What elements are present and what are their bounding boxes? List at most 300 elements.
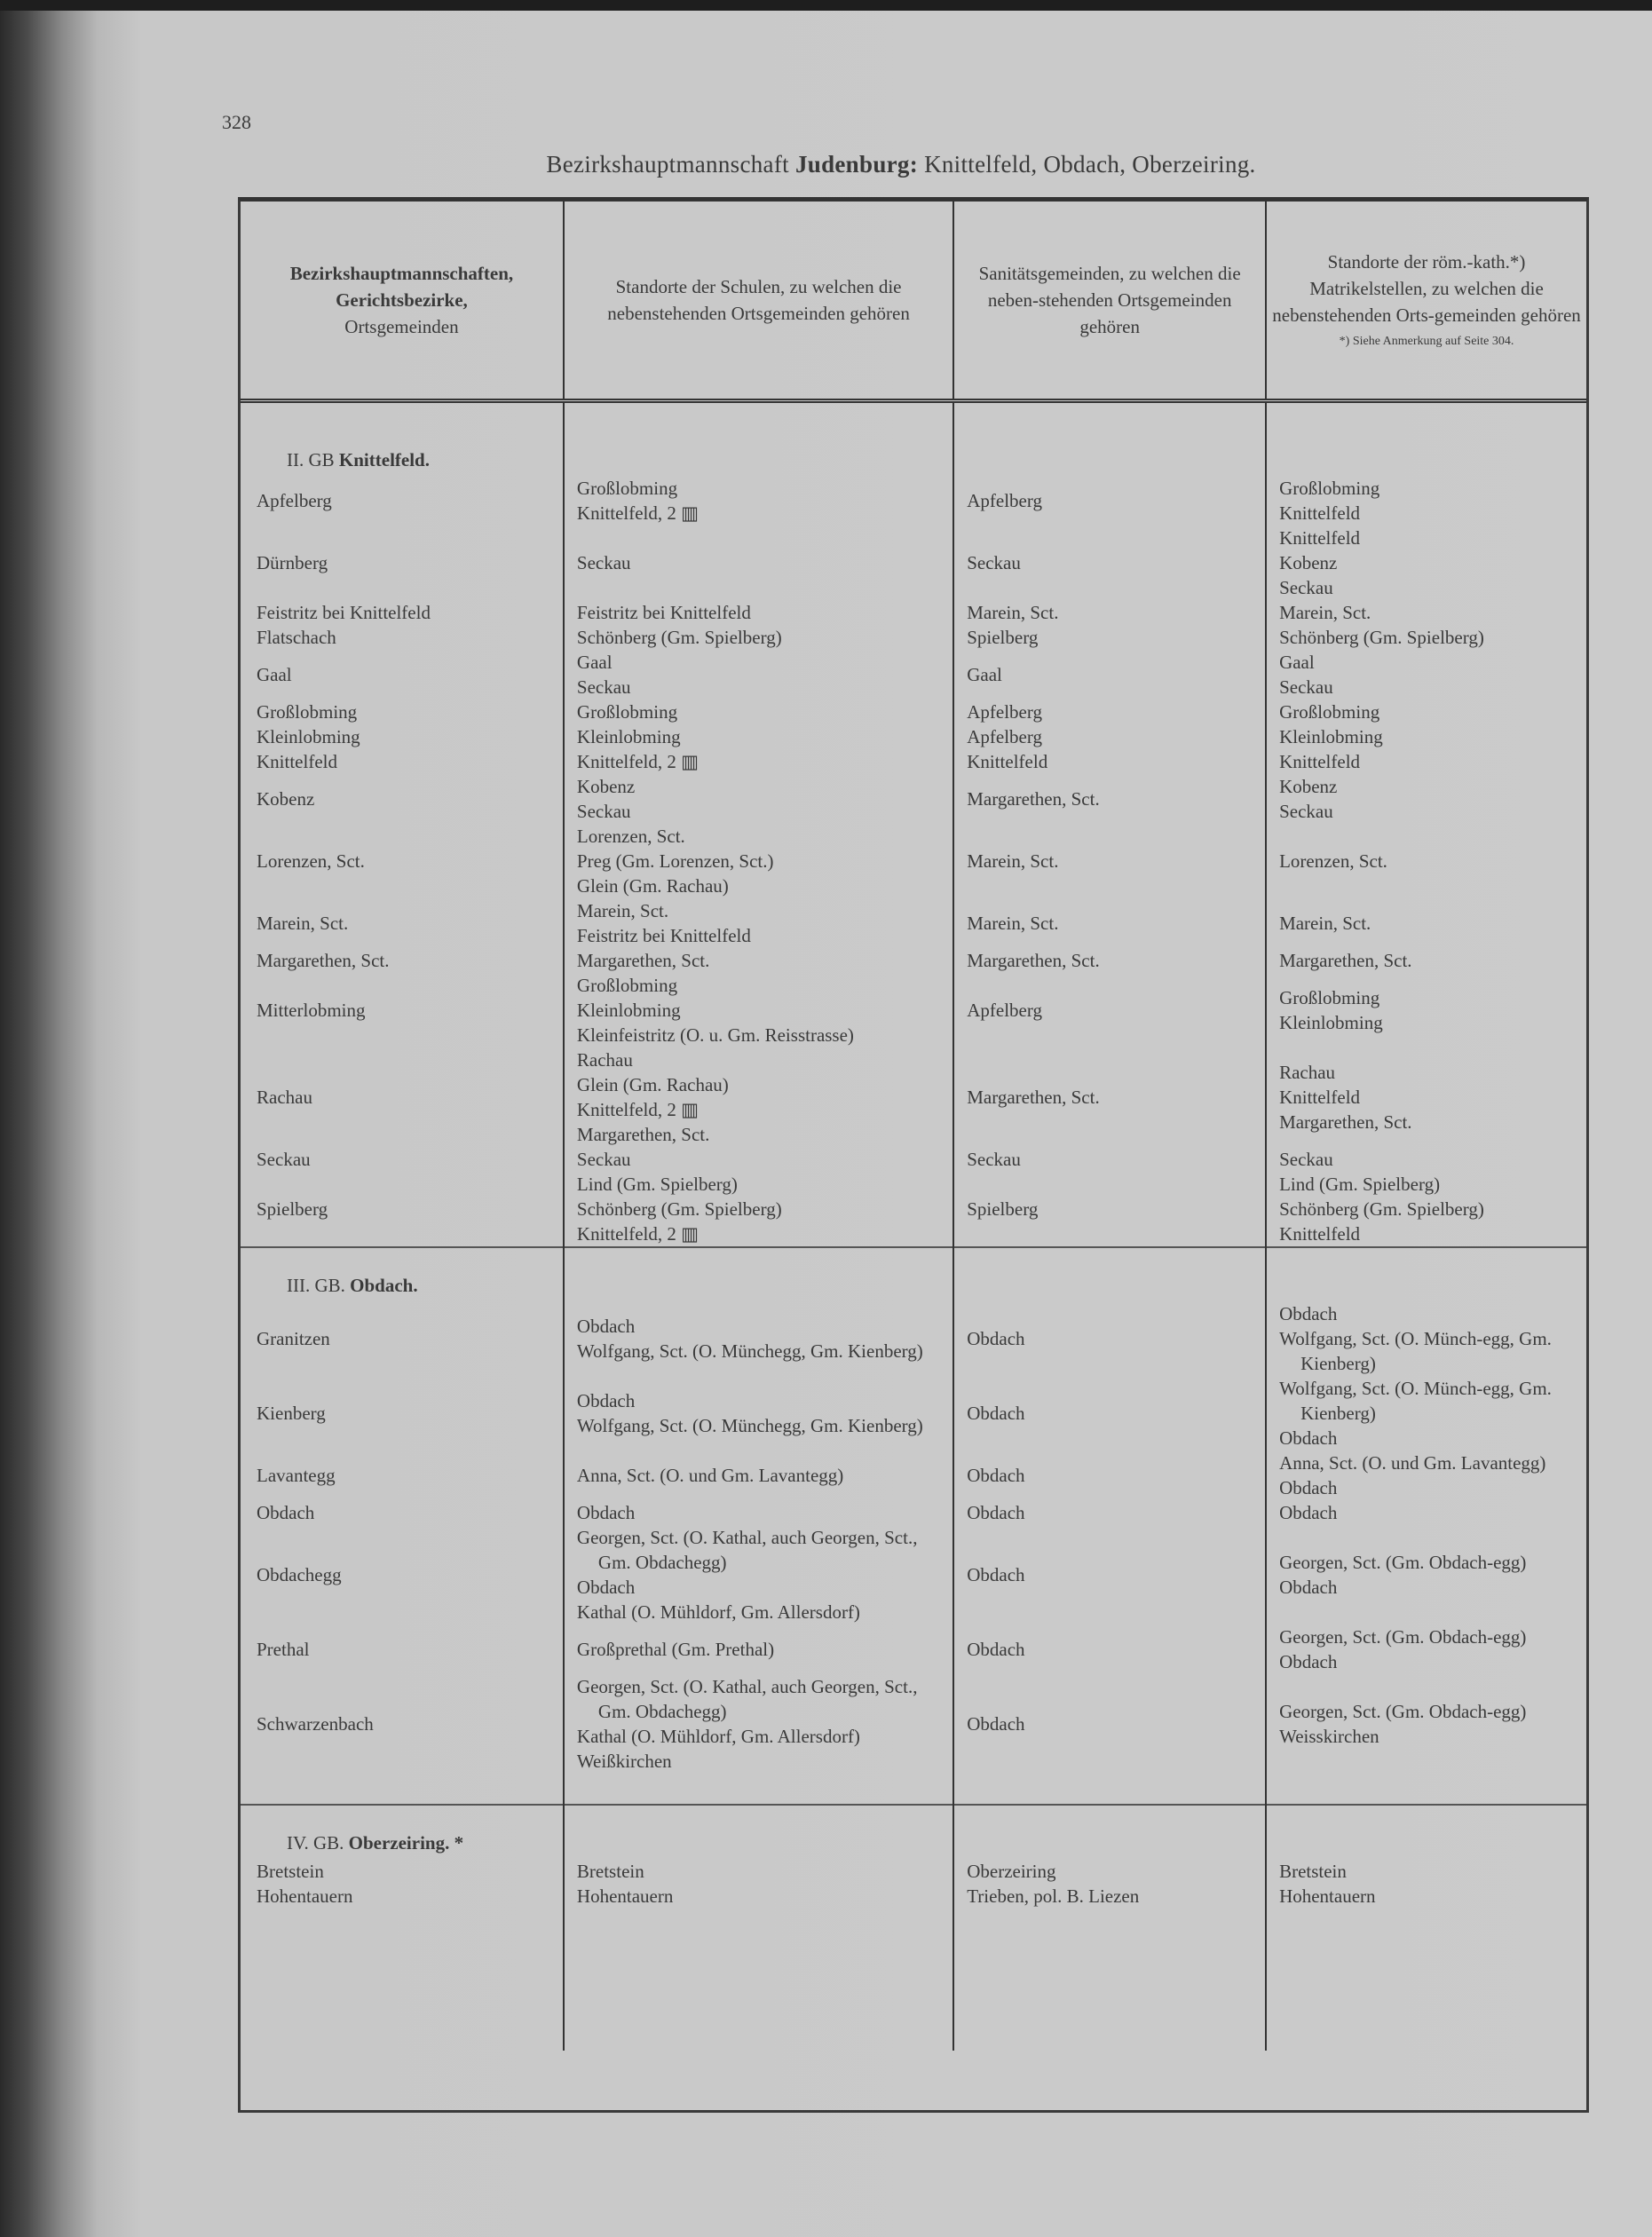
section-heading-name: Oberzeiring. * — [348, 1832, 464, 1854]
sanitary-district: Apfelberg — [967, 1000, 1042, 1021]
ortsgemeinde-name: Knittelfeld — [257, 751, 337, 772]
ortsgemeinde-cell — [241, 1172, 564, 1247]
table-row — [241, 973, 1586, 1047]
section-heading-prefix: III. GB. — [287, 1275, 345, 1296]
parish-register: Marein, Sct. — [1279, 602, 1371, 623]
ortsgemeinde-cell — [241, 898, 564, 948]
ortsgemeinde-cell — [241, 1450, 564, 1500]
table-filler — [241, 1909, 1586, 2051]
ortsgemeinde-cell — [241, 724, 564, 749]
school-location: Seckau — [576, 1149, 631, 1170]
school-location: Kathal (O. Mühldorf, Gm. Allersdorf) — [576, 1726, 860, 1747]
ortsgemeinde-cell — [241, 1525, 564, 1624]
school-location-cell — [564, 973, 953, 1047]
school-location-cell — [564, 1884, 953, 1909]
parish-register: Obdach — [1279, 1577, 1338, 1598]
school-location: Großlobming — [576, 478, 678, 499]
school-location-cell — [564, 898, 953, 948]
ortsgemeinde-name: Lavantegg — [257, 1465, 336, 1486]
ortsgemeinde-cell — [241, 700, 564, 724]
parish-register: Georgen, Sct. (Gm. Obdach-egg) — [1279, 1626, 1527, 1648]
parish-register: Kleinlobming — [1279, 726, 1383, 747]
title-prefix: Bezirkshauptmannschaft — [546, 151, 789, 178]
parish-register: Schönberg (Gm. Spielberg) — [1279, 627, 1484, 648]
empty-cell — [953, 1247, 1266, 1301]
sanitary-district-cell — [953, 1674, 1266, 1774]
parish-register: Weisskirchen — [1279, 1726, 1379, 1747]
parish-register: Knittelfeld — [1279, 1223, 1361, 1245]
school-location-cell — [564, 1624, 953, 1674]
school-location: Feistritz bei Knittelfeld — [576, 925, 751, 946]
empty-cell — [564, 1805, 953, 1859]
parish-register: Obdach — [1279, 1303, 1338, 1324]
ortsgemeinde-name: Spielberg — [257, 1198, 328, 1220]
sanitary-district: Obdach — [967, 1328, 1025, 1349]
ortsgemeinde-name: Kienberg — [257, 1403, 326, 1424]
header-col4-footnote: *) Siehe Anmerkung auf Seite 304. — [1339, 335, 1514, 348]
table-row — [241, 526, 1586, 600]
sanitary-district-cell — [953, 1859, 1266, 1884]
sanitary-district: Apfelberg — [967, 701, 1042, 723]
parish-register-cell — [1266, 724, 1586, 749]
sanitary-district: Obdach — [967, 1639, 1025, 1660]
table-row — [241, 1859, 1586, 1884]
parish-register-cell — [1266, 774, 1586, 824]
ortsgemeinde-cell — [241, 948, 564, 973]
school-location-cell — [564, 625, 953, 650]
sanitary-district: Apfelberg — [967, 726, 1042, 747]
parish-register: Großlobming — [1279, 478, 1380, 499]
ortsgemeinde-cell — [241, 600, 564, 625]
empty-cell — [564, 1247, 953, 1301]
table-row — [241, 774, 1586, 824]
empty-cell — [1266, 1909, 1586, 2051]
ortsgemeinde-name: Seckau — [257, 1149, 311, 1170]
ortsgemeinde-name: Lorenzen, Sct. — [257, 850, 365, 872]
empty-cell — [1266, 1247, 1586, 1301]
ortsgemeinde-cell — [241, 1301, 564, 1376]
school-location: Obdach — [576, 1502, 636, 1523]
sanitary-district: Trieben, pol. B. Liezen — [967, 1885, 1140, 1907]
school-location: Anna, Sct. (O. und Gm. Lavantegg) — [576, 1465, 844, 1486]
school-location: Kleinlobming — [576, 1000, 681, 1021]
sanitary-district: Oberzeiring — [967, 1861, 1056, 1882]
parish-register: Knittelfeld — [1279, 527, 1361, 549]
table-row — [241, 700, 1586, 724]
sanitary-district-cell — [953, 1884, 1266, 1909]
ortsgemeinde-name: Dürnberg — [257, 552, 328, 573]
parish-register-cell — [1266, 948, 1586, 973]
sanitary-district: Obdach — [967, 1713, 1025, 1735]
parish-register-cell — [1266, 1376, 1586, 1450]
parish-register: Gaal — [1279, 652, 1315, 673]
header-matrikelstellen — [1266, 202, 1586, 401]
school-location: Knittelfeld, 2 ▥ — [576, 1223, 699, 1245]
school-location: Knittelfeld, 2 ▥ — [576, 1099, 699, 1120]
parish-register: Obdach — [1279, 1502, 1338, 1523]
header-sanitaetsgemeinden: Sanitätsgemeinden, zu welchen die neben-stehenden Ortsgemeinden gehören — [953, 202, 1266, 401]
header-col1-line3: Ortsgemeinden — [344, 316, 459, 337]
sanitary-district: Knittelfeld — [967, 751, 1048, 772]
sanitary-district: Obdach — [967, 1465, 1025, 1486]
empty-cell — [564, 1909, 953, 2051]
parish-register-cell — [1266, 1525, 1586, 1624]
parish-register-cell — [1266, 973, 1586, 1047]
ortsgemeinde-cell — [241, 774, 564, 824]
sanitary-district: Gaal — [967, 664, 1002, 685]
parish-register: Anna, Sct. (O. und Gm. Lavantegg) — [1279, 1452, 1546, 1474]
school-location: Marein, Sct. — [576, 900, 669, 921]
parish-register: Seckau — [1279, 1149, 1333, 1170]
sanitary-district: Obdach — [967, 1403, 1025, 1424]
sanitary-district: Marein, Sct. — [967, 602, 1059, 623]
parish-register: Kobenz — [1279, 552, 1338, 573]
school-location-cell — [564, 600, 953, 625]
table-body — [241, 401, 1586, 2051]
ortsgemeinde-cell — [241, 1047, 564, 1147]
ortsgemeinde-name: Flatschach — [257, 627, 336, 648]
page-title — [222, 151, 1580, 178]
table-row — [241, 1376, 1586, 1450]
school-location: Wolfgang, Sct. (O. Münchegg, Gm. Kienberg) — [576, 1415, 923, 1436]
ortsgemeinde-cell — [241, 1376, 564, 1450]
ortsgemeinde-name: Gaal — [257, 664, 292, 685]
school-location: Knittelfeld, 2 ▥ — [576, 751, 699, 772]
parish-register: Obdach — [1279, 1427, 1338, 1449]
school-location: Kleinlobming — [576, 726, 681, 747]
parish-register: Georgen, Sct. (Gm. Obdach-egg) — [1279, 1552, 1527, 1573]
sanitary-district: Marein, Sct. — [967, 913, 1059, 934]
school-location-cell — [564, 1301, 953, 1376]
empty-cell — [953, 1909, 1266, 2051]
parish-register-cell — [1266, 1500, 1586, 1525]
table-row — [241, 1674, 1586, 1774]
ortsgemeinde-cell — [241, 476, 564, 526]
parish-register: Knittelfeld — [1279, 502, 1361, 524]
parish-register-cell — [1266, 1624, 1586, 1674]
header-ortsgemeinden — [241, 202, 564, 401]
ortsgemeinde-name: Marein, Sct. — [257, 913, 349, 934]
school-location-cell — [564, 650, 953, 700]
school-location: Lorenzen, Sct. — [576, 826, 685, 847]
sanitary-district-cell — [953, 476, 1266, 526]
sanitary-district-cell — [953, 774, 1266, 824]
section-gap — [241, 1774, 1586, 1805]
sanitary-district: Spielberg — [967, 1198, 1039, 1220]
school-location-cell — [564, 1147, 953, 1172]
sanitary-district-cell — [953, 973, 1266, 1047]
parish-register-cell — [1266, 1047, 1586, 1147]
sanitary-district: Obdach — [967, 1502, 1025, 1523]
title-bold: Judenburg: — [794, 151, 919, 178]
table-row — [241, 898, 1586, 948]
parish-register-cell — [1266, 1884, 1586, 1909]
sanitary-district-cell — [953, 1301, 1266, 1376]
ortsgemeinde-cell — [241, 1500, 564, 1525]
school-location: Kleinfeistritz (O. u. Gm. Reisstrasse) — [576, 1024, 854, 1046]
school-location: Glein (Gm. Rachau) — [576, 875, 729, 897]
sanitary-district: Margarethen, Sct. — [967, 788, 1100, 810]
section-heading — [241, 401, 564, 477]
school-location: Seckau — [576, 801, 631, 822]
table-row — [241, 1500, 1586, 1525]
scan-edge — [0, 0, 1652, 11]
school-location: Georgen, Sct. (O. Kathal, auch Georgen, Sct., Gm. Obdachegg) — [576, 1527, 918, 1573]
sanitary-district-cell — [953, 1172, 1266, 1247]
sanitary-district-cell — [953, 824, 1266, 898]
school-location: Knittelfeld, 2 ▥ — [576, 502, 699, 524]
table-row — [241, 1884, 1586, 1909]
school-location: Margarethen, Sct. — [576, 950, 710, 971]
ortsgemeinde-name: Kleinlobming — [257, 726, 360, 747]
parish-register-cell — [1266, 749, 1586, 774]
sanitary-district-cell — [953, 898, 1266, 948]
section-heading-row — [241, 1247, 1586, 1301]
school-location: Bretstein — [576, 1861, 644, 1882]
parish-register-cell — [1266, 1147, 1586, 1172]
school-location: Weißkirchen — [576, 1751, 672, 1772]
table-row — [241, 1047, 1586, 1147]
empty-cell — [241, 1909, 564, 2051]
school-location-cell — [564, 1376, 953, 1450]
parish-register: Kleinlobming — [1279, 1012, 1383, 1033]
school-location-cell — [564, 1450, 953, 1500]
sanitary-district-cell — [953, 1376, 1266, 1450]
parish-register: Rachau — [1279, 1062, 1336, 1083]
ortsgemeinde-name: Hohentauern — [257, 1885, 353, 1907]
school-location: Seckau — [576, 676, 631, 698]
table-row — [241, 1147, 1586, 1172]
empty-cell — [953, 1805, 1266, 1859]
school-location-cell — [564, 526, 953, 600]
header-col1-line2: Gerichtsbezirke, — [336, 289, 468, 311]
parish-register: Wolfgang, Sct. (O. Münch-egg, Gm. Kienberg) — [1279, 1328, 1552, 1374]
school-location-cell — [564, 1525, 953, 1624]
empty-cell — [1266, 401, 1586, 477]
ortsgemeinde-cell — [241, 1674, 564, 1774]
empty-cell — [953, 1774, 1266, 1805]
sanitary-district-cell — [953, 724, 1266, 749]
table-row — [241, 1172, 1586, 1247]
sanitary-district: Seckau — [967, 1149, 1021, 1170]
table-row — [241, 724, 1586, 749]
empty-cell — [1266, 1774, 1586, 1805]
parish-register-cell — [1266, 824, 1586, 898]
table-row — [241, 1301, 1586, 1376]
school-location: Großlobming — [576, 975, 678, 996]
parish-register: Margarethen, Sct. — [1279, 1111, 1412, 1133]
ortsgemeinde-name: Rachau — [257, 1087, 312, 1108]
parish-register: Seckau — [1279, 577, 1333, 598]
table-row — [241, 1525, 1586, 1624]
table-row — [241, 600, 1586, 625]
school-location: Obdach — [576, 1316, 636, 1337]
ortsgemeinde-cell — [241, 824, 564, 898]
empty-cell — [1266, 1805, 1586, 1859]
sanitary-district: Marein, Sct. — [967, 850, 1059, 872]
school-location: Großprethal (Gm. Prethal) — [576, 1639, 775, 1660]
parish-register: Lind (Gm. Spielberg) — [1279, 1174, 1441, 1195]
sanitary-district: Obdach — [967, 1564, 1025, 1585]
ortsgemeinde-cell — [241, 1624, 564, 1674]
school-location: Margarethen, Sct. — [576, 1124, 710, 1145]
parish-register: Georgen, Sct. (Gm. Obdach-egg) — [1279, 1701, 1527, 1722]
school-location: Feistritz bei Knittelfeld — [576, 602, 751, 623]
school-location-cell — [564, 824, 953, 898]
school-location: Schönberg (Gm. Spielberg) — [576, 1198, 782, 1220]
parish-register: Großlobming — [1279, 987, 1380, 1008]
sanitary-district-cell — [953, 1624, 1266, 1674]
table-row — [241, 1624, 1586, 1674]
school-location-cell — [564, 774, 953, 824]
ortsgemeinde-name: Schwarzenbach — [257, 1713, 374, 1735]
parish-register-cell — [1266, 700, 1586, 724]
empty-cell — [564, 1774, 953, 1805]
parish-register-cell — [1266, 625, 1586, 650]
school-location: Großlobming — [576, 701, 678, 723]
parish-register: Knittelfeld — [1279, 751, 1361, 772]
ortsgemeinde-cell — [241, 973, 564, 1047]
parish-register: Seckau — [1279, 801, 1333, 822]
section-heading — [241, 1805, 564, 1859]
sanitary-district-cell — [953, 1147, 1266, 1172]
sanitary-district-cell — [953, 1525, 1266, 1624]
sanitary-district: Spielberg — [967, 627, 1039, 648]
ortsgemeinde-cell — [241, 1884, 564, 1909]
section-heading-prefix: II. GB — [287, 449, 335, 470]
parish-register: Margarethen, Sct. — [1279, 950, 1412, 971]
parish-register-cell — [1266, 526, 1586, 600]
school-location: Lind (Gm. Spielberg) — [576, 1174, 738, 1195]
sanitary-district-cell — [953, 749, 1266, 774]
parish-register-cell — [1266, 650, 1586, 700]
school-location-cell — [564, 700, 953, 724]
table-row — [241, 824, 1586, 898]
school-location: Wolfgang, Sct. (O. Münchegg, Gm. Kienberg) — [576, 1340, 923, 1362]
empty-cell — [241, 1774, 564, 1805]
sanitary-district-cell — [953, 1500, 1266, 1525]
school-location-cell — [564, 1859, 953, 1884]
ortsgemeinde-cell — [241, 1859, 564, 1884]
parish-register: Lorenzen, Sct. — [1279, 850, 1387, 872]
table-row — [241, 625, 1586, 650]
school-location-cell — [564, 1500, 953, 1525]
sanitary-district-cell — [953, 1047, 1266, 1147]
register-table — [238, 197, 1589, 2113]
parish-register: Wolfgang, Sct. (O. Münch-egg, Gm. Kienberg) — [1279, 1378, 1552, 1424]
school-location: Hohentauern — [576, 1885, 674, 1907]
school-location: Obdach — [576, 1577, 636, 1598]
sanitary-district-cell — [953, 650, 1266, 700]
ortsgemeinde-name: Bretstein — [257, 1861, 324, 1882]
parish-register: Seckau — [1279, 676, 1333, 698]
sanitary-district: Seckau — [967, 552, 1021, 573]
parish-register-cell — [1266, 1172, 1586, 1247]
parish-register: Kobenz — [1279, 776, 1338, 797]
ortsgemeinde-name: Margarethen, Sct. — [257, 950, 390, 971]
sanitary-district-cell — [953, 1450, 1266, 1500]
school-location-cell — [564, 1172, 953, 1247]
parish-register-cell — [1266, 898, 1586, 948]
parish-register-cell — [1266, 1450, 1586, 1500]
table-row — [241, 948, 1586, 973]
parish-register-cell — [1266, 1301, 1586, 1376]
header-col1-line1: Bezirkshauptmannschaften, — [289, 263, 514, 284]
section-heading-row — [241, 401, 1586, 477]
ortsgemeinde-name: Obdachegg — [257, 1564, 342, 1585]
empty-cell — [564, 401, 953, 477]
ortsgemeinde-name: Feistritz bei Knittelfeld — [257, 602, 431, 623]
parish-register: Marein, Sct. — [1279, 913, 1371, 934]
table-row — [241, 650, 1586, 700]
school-location: Schönberg (Gm. Spielberg) — [576, 627, 782, 648]
school-location-cell — [564, 948, 953, 973]
parish-register: Obdach — [1279, 1477, 1338, 1498]
sanitary-district-cell — [953, 600, 1266, 625]
ortsgemeinde-name: Prethal — [257, 1639, 310, 1660]
ortsgemeinde-cell — [241, 625, 564, 650]
table-row — [241, 1450, 1586, 1500]
sanitary-district-cell — [953, 700, 1266, 724]
ortsgemeinde-name: Granitzen — [257, 1328, 330, 1349]
ortsgemeinde-name: Mitterlobming — [257, 1000, 366, 1021]
parish-register: Bretstein — [1279, 1861, 1347, 1882]
parish-register-cell — [1266, 600, 1586, 625]
table-row — [241, 749, 1586, 774]
parish-register: Großlobming — [1279, 701, 1380, 723]
sanitary-district-cell — [953, 625, 1266, 650]
page-number: 328 — [222, 111, 251, 133]
table-row — [241, 476, 1586, 526]
sanitary-district: Margarethen, Sct. — [967, 950, 1100, 971]
school-location: Kathal (O. Mühldorf, Gm. Allersdorf) — [576, 1601, 860, 1623]
ortsgemeinde-name: Kobenz — [257, 788, 315, 810]
parish-register-cell — [1266, 476, 1586, 526]
section-heading-row — [241, 1805, 1586, 1859]
school-location: Obdach — [576, 1390, 636, 1411]
header-schulen: Standorte der Schulen, zu welchen die nebenstehenden Ortsgemeinden gehören — [564, 202, 953, 401]
ortsgemeinde-cell — [241, 650, 564, 700]
empty-cell — [953, 401, 1266, 477]
school-location-cell — [564, 1047, 953, 1147]
header-col4-text: Standorte der röm.-kath.*) Matrikelstellen, zu welchen die nebenstehenden Orts-gemeinden gehören — [1272, 251, 1581, 326]
sanitary-district: Margarethen, Sct. — [967, 1087, 1100, 1108]
parish-register-cell — [1266, 1859, 1586, 1884]
section-heading — [241, 1247, 564, 1301]
title-rest: Knittelfeld, Obdach, Oberzeiring. — [924, 151, 1256, 178]
parish-register-cell — [1266, 1674, 1586, 1774]
ortsgemeinde-name: Großlobming — [257, 701, 358, 723]
section-heading-name: Knittelfeld. — [338, 449, 430, 470]
school-location-cell — [564, 749, 953, 774]
school-location-cell — [564, 1674, 953, 1774]
school-location: Gaal — [576, 652, 613, 673]
school-location: Rachau — [576, 1049, 633, 1071]
section-heading-prefix: IV. GB. — [287, 1832, 344, 1854]
parish-register: Hohentauern — [1279, 1885, 1376, 1907]
sanitary-district-cell — [953, 948, 1266, 973]
school-location-cell — [564, 724, 953, 749]
parish-register: Obdach — [1279, 1651, 1338, 1672]
ortsgemeinde-name: Obdach — [257, 1502, 315, 1523]
ortsgemeinde-name: Apfelberg — [257, 490, 332, 511]
school-location-cell — [564, 476, 953, 526]
section-heading-name: Obdach. — [350, 1275, 418, 1296]
parish-register: Schönberg (Gm. Spielberg) — [1279, 1198, 1484, 1220]
sanitary-district-cell — [953, 526, 1266, 600]
school-location: Georgen, Sct. (O. Kathal, auch Georgen, Sct., Gm. Obdachegg) — [576, 1676, 918, 1722]
school-location: Seckau — [576, 552, 631, 573]
